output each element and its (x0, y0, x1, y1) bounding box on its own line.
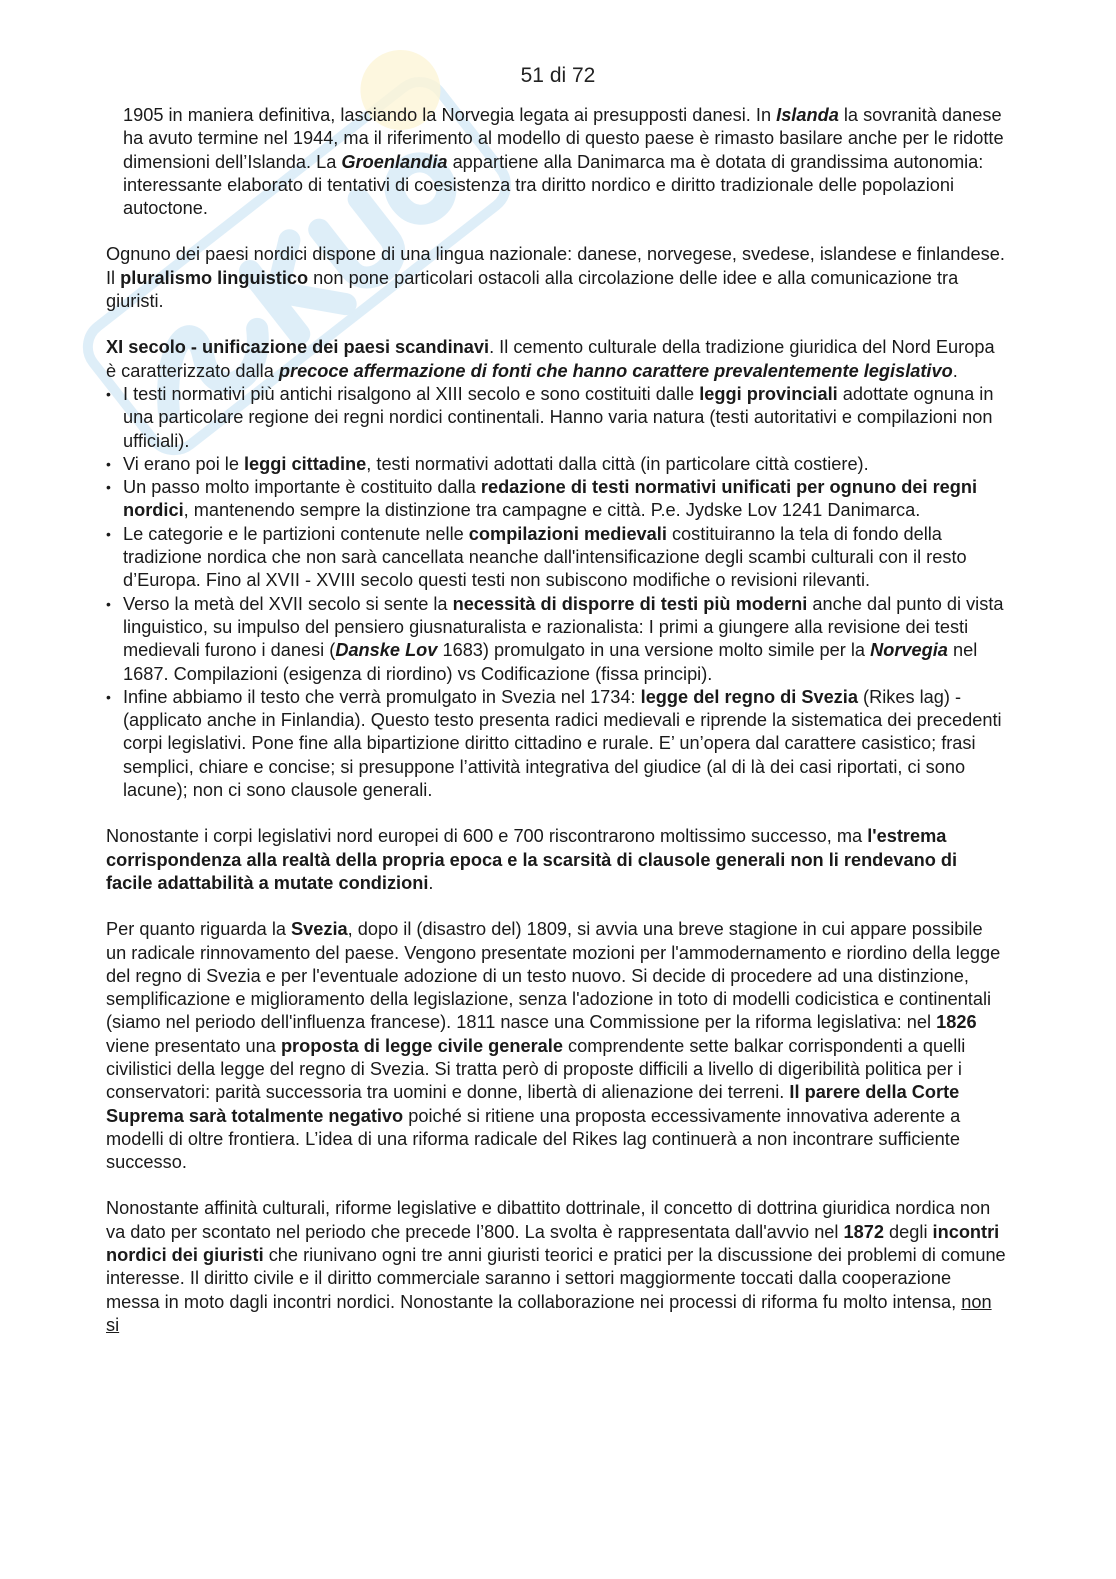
emphasis-groenlandia: Groenlandia (341, 151, 448, 172)
paragraph-linguistic-pluralism: Ognuno dei paesi nordici dispone di una lingua nazionale: danese, norvegese, svedese, islandese e finlandese. Il pluralismo linguistico non pone particolari ostacoli alla circolazione delle idee e alla comunicazione tra giuristi. (106, 244, 1005, 312)
list-item: • Le categorie e le partizioni contenute nelle compilazioni medievali costituiranno la tela di fondo della tradizione nordica che non sarà cancellata neanche dall'intensificazione degli scambi culturali con il resto d’Europa. Fino al XVII - XVIII secolo questi testi non subiscono modifiche o revisioni rilevanti. (106, 523, 1006, 593)
document-body (106, 104, 1006, 1360)
paragraph-norway-iceland-greenland: 1905 in maniera definitiva, lasciando la Norvegia legata ai presupposti danesi. In Islanda la sovranità danese ha avuto termine nel 1944, ma il riferimento al modello di questo paese è rimasto basilare anche per le ridotte dimensioni dell’Islanda. La Groenlandia appartiene alla Danimarca ma è dotata di grandissima autonomia: interessante elaborato di tentativi di coesistenza tra diritto nordico e diritto tradizionale delle popolazioni autoctone. (123, 105, 1004, 219)
emphasis-incontri-nordici: incontri nordici dei giuristi (106, 1221, 1000, 1266)
emphasis-svezia: Svezia (291, 919, 348, 940)
emphasis-corte-suprema: Il parere della Corte Suprema sarà totalmente negativo (106, 1082, 960, 1126)
emphasis-clausole-generali: l'estrema corrispondenza alla realtà della propria epoca e la scarsità di clausole generali non li rendevano di facile adattabilità a mutate condizioni (106, 826, 958, 893)
list-item: • Verso la metà del XVII secolo si sente la necessità di disporre di testi più moderni anche dal punto di vista linguistico, su impulso del pensiero giusnaturalista e razionalista: I primi a giungere alla revisione dei testi medievali furono i danesi (Danske Lov 1683) promulgato in una versione molto simile per la Norvegia nel 1687. Compilazioni (esigenza di riordino) vs Codificazione (fissa principi). (106, 593, 1006, 686)
emphasis-islanda: Islanda (776, 105, 839, 125)
underlined-text: non si (106, 1291, 992, 1335)
emphasis-1872: 1872 (843, 1221, 884, 1242)
paragraph-legislative-bodies: Nonostante i corpi legislativi nord europei di 600 e 700 riscontrarono moltissimo successo, ma l'estrema corrispondenza alla realtà della propria epoca e la scarsità di clausole generali non li rendevano di facile adattabilità a mutate condizioni. (106, 826, 958, 893)
page-number: 51 di 72 (520, 64, 596, 87)
emphasis-proposta-legge: proposta di legge civile generale (280, 1035, 563, 1056)
list-item: • Vi erano poi le leggi cittadine, testi normativi adottati dalla città (in particolare città costiere). (106, 453, 1006, 476)
emphasis-fonti-legislative: precoce affermazione di fonti che hanno carattere prevalentemente legislativo (278, 360, 953, 381)
paragraph-sweden-reform: Per quanto riguarda la Svezia, dopo il (disastro del) 1809, si avvia una breve stagione in cui appare possibile un radicale rinnovamento del paese. Vengono presentate mozioni per l'ammodernamento e riordino della legge del regno di Svezia e per l'eventuale adozione di un testo nuovo. Si decide di procedere ad una distinzione, semplificazione e miglioramento della legislazione, senza l'adozione in toto di modelli codicistica e continentali (siamo nel periodo dell'influenza francese). 1811 nasce una Commissione per la riforma legislativa: nel 1826 viene presentato una proposta di legge civile generale comprendente sette balkar corrispondenti a quelli civilistici della legge del regno di Svezia. Si tratta però di proposte difficili a livello di digeribilità politica per i conservatori: parità successoria tra uomini e donne, libertà di alienazione dei terreni. Il parere della Corte Suprema sarà totalmente negativo poiché si ritiene una proposta eccessivamente innovativa aderente a modelli di oltre frontiera. L’idea di una riforma radicale del Rikes lag continuerà a non incontrare sufficiente successo. (106, 919, 1001, 1173)
list-item: • Infine abbiamo il testo che verrà promulgato in Svezia nel 1734: legge del regno di Svezia (Rikes lag) - (applicato anche in Finlandia). Questo testo presenta radici medievali e riprende la sistematica dei precedenti corpi legislativi. Pone fine alla bipartizione diritto cittadino e rurale. E’ un’opera dal carattere casistico; frasi semplici, chiare e concise; si presuppone l’attività integrativa del giudice (al di là dei casi riportati, ci sono lacune); non ci sono clausole generali. (106, 686, 1006, 802)
bullet-list-legal-sources (106, 383, 1006, 802)
paragraph-nordic-jurists: Nonostante affinità culturali, riforme legislative e dibattito dottrinale, il concetto di dottrina giuridica nordica non va dato per scontato nel periodo che precede l’800. La svolta è rappresentata dall'avvio nel 1872 degli incontri nordici dei giuristi che riunivano ogni tre anni giuristi teorici e pratici per la discussione dei problemi di comune interesse. Il diritto civile e il diritto commerciale saranno i settori maggiormente toccati dalla cooperazione messa in moto dagli incontri nordici. Nonostante la collaborazione nei processi di riforma fu molto intensa, non si (106, 1198, 1006, 1335)
emphasis-pluralismo-linguistico: pluralismo linguistico (120, 267, 309, 288)
list-item: • Un passo molto importante è costituito dalla redazione di testi normativi unificati per ognuno dei regni nordici, mantenendo sempre la distinzione tra campagne e città. P.e. Jydske Lov 1241 Danimarca. (106, 476, 1006, 523)
list-item: • I testi normativi più antichi risalgono al XIII secolo e sono costituiti dalle leggi provinciali adottate ognuna in una particolare regione dei regni nordici continentali. Hanno varia natura (testi autoritativi e compilazioni non ufficiali). (106, 383, 1006, 453)
section-heading-xi-secolo: XI secolo - unificazione dei paesi scandinavi (106, 337, 490, 358)
emphasis-1826: 1826 (936, 1012, 977, 1033)
paragraph-unification: XI secolo - unificazione dei paesi scandinavi. Il cemento culturale della tradizione giuridica del Nord Europa è caratterizzato dalla precoce affermazione di fonti che hanno carattere prevalentemente legislativo. (106, 337, 995, 381)
